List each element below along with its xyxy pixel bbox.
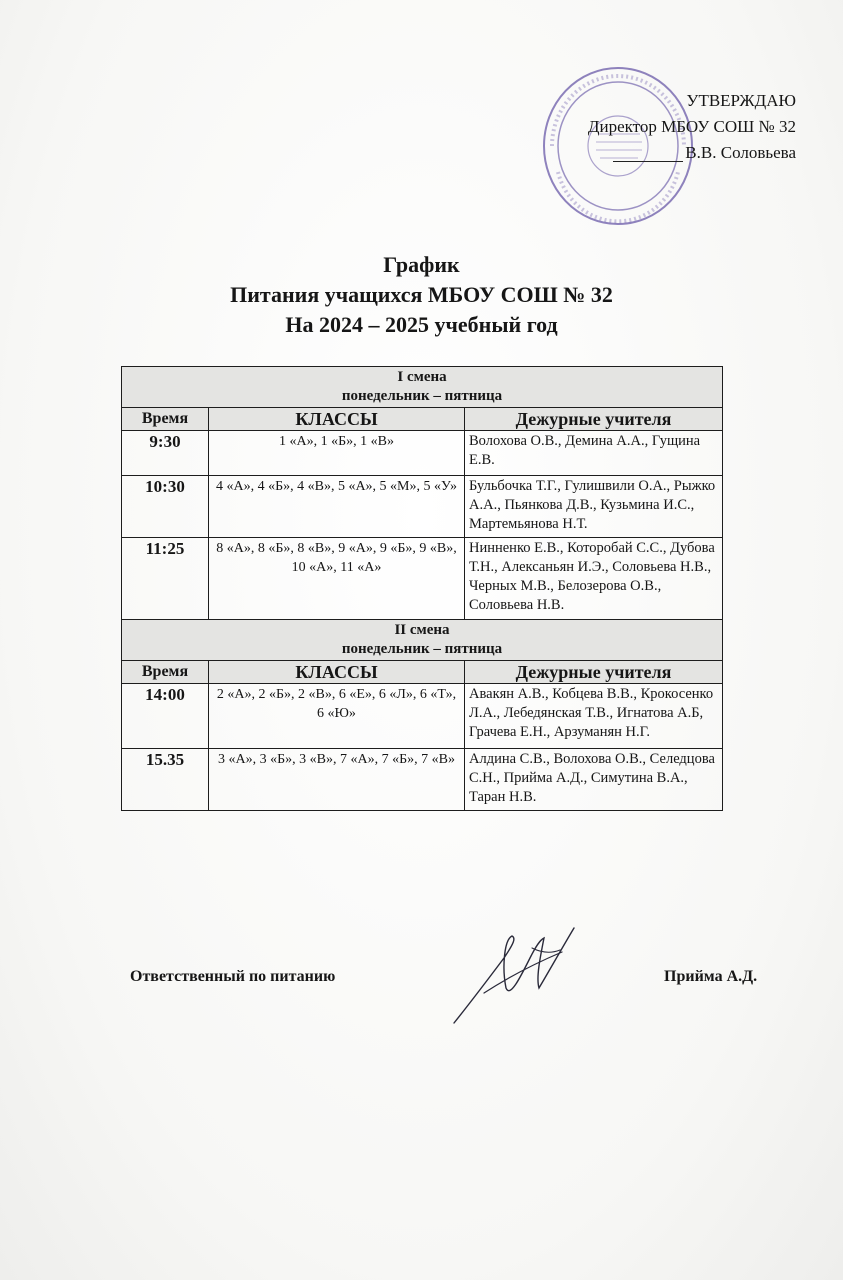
- shift-days: понедельник – пятница: [341, 641, 503, 657]
- column-header-row: [122, 661, 723, 684]
- row-time: 11:25: [122, 538, 209, 620]
- table-row: [122, 476, 723, 538]
- shift-name: II смена: [394, 622, 450, 638]
- column-header-classes: КЛАССЫ: [209, 661, 465, 684]
- approval-sign-line: [613, 147, 683, 162]
- table-row: [122, 749, 723, 811]
- column-header-teachers: Дежурные учителя: [465, 661, 723, 684]
- row-time: 9:30: [122, 431, 209, 476]
- shift-header: [122, 620, 723, 661]
- column-header-time: Время: [122, 661, 209, 684]
- column-header-classes: КЛАССЫ: [209, 408, 465, 431]
- column-header-teachers: Дежурные учителя: [465, 408, 723, 431]
- row-teachers: Бульбочка Т.Г., Гулишвили О.А., Рыжко А.А., Пьянкова Д.В., Кузьмина И.С., Мартемьянова Н.Т.: [465, 476, 723, 538]
- row-classes: 4 «А», 4 «Б», 4 «В», 5 «А», 5 «М», 5 «У»: [209, 476, 465, 538]
- approval-director-name: В.В. Соловьева: [685, 143, 796, 162]
- schedule-table: [121, 366, 723, 811]
- title-line-2: Питания учащихся МБОУ СОШ № 32: [230, 282, 613, 307]
- row-time: 15.35: [122, 749, 209, 811]
- row-classes: 8 «А», 8 «Б», 8 «В», 9 «А», 9 «Б», 9 «В», 10 «А», 11 «А»: [209, 538, 465, 620]
- handwritten-signature: [444, 918, 594, 1028]
- shift-days: понедельник – пятница: [341, 388, 503, 404]
- shift-title-cell: [122, 620, 723, 661]
- row-teachers: Волохова О.В., Демина А.А., Гущина Е.В.: [465, 431, 723, 476]
- approval-name: [588, 140, 796, 166]
- shift-title-cell: [122, 367, 723, 408]
- table-row: [122, 684, 723, 749]
- column-header-time: Время: [122, 408, 209, 431]
- responsible-label: Ответственный по питанию: [130, 968, 336, 985]
- row-time: 10:30: [122, 476, 209, 538]
- document-title: [0, 250, 843, 340]
- responsible-name: Прийма А.Д.: [664, 968, 758, 985]
- row-classes: 2 «А», 2 «Б», 2 «В», 6 «Е», 6 «Л», 6 «Т», 6 «Ю»: [209, 684, 465, 749]
- row-teachers: Алдина С.В., Волохова О.В., Селедцова С.Н., Прийма А.Д., Симутина В.А., Таран Н.В.: [465, 749, 723, 811]
- shift-name: I смена: [397, 369, 447, 385]
- row-classes: 1 «А», 1 «Б», 1 «В»: [209, 431, 465, 476]
- table-row: [122, 538, 723, 620]
- approval-position: Директор МБОУ СОШ № 32: [587, 117, 796, 136]
- shift-header: [122, 367, 723, 408]
- row-classes: 3 «А», 3 «Б», 3 «В», 7 «А», 7 «Б», 7 «В»: [209, 749, 465, 811]
- table-row: [122, 431, 723, 476]
- row-teachers: Авакян А.В., Кобцева В.В., Крокосенко Л.А., Лебедянская Т.В., Игнатова А.Б, Грачева Е.Н., Арзуманян Н.Г.: [465, 684, 723, 749]
- approval-heading: УТВЕРЖДАЮ: [686, 91, 796, 110]
- column-header-row: [122, 408, 723, 431]
- approval-block: [588, 88, 796, 166]
- title-line-1: График: [383, 252, 460, 277]
- row-time: 14:00: [122, 684, 209, 749]
- title-line-3: На 2024 – 2025 учебный год: [285, 312, 558, 337]
- row-teachers: Нинненко Е.В., Которобай С.С., Дубова Т.Н., Алексаньян И.Э., Соловьева Н.В., Черных М.В., Белозерова О.В., Соловьева Н.В.: [465, 538, 723, 620]
